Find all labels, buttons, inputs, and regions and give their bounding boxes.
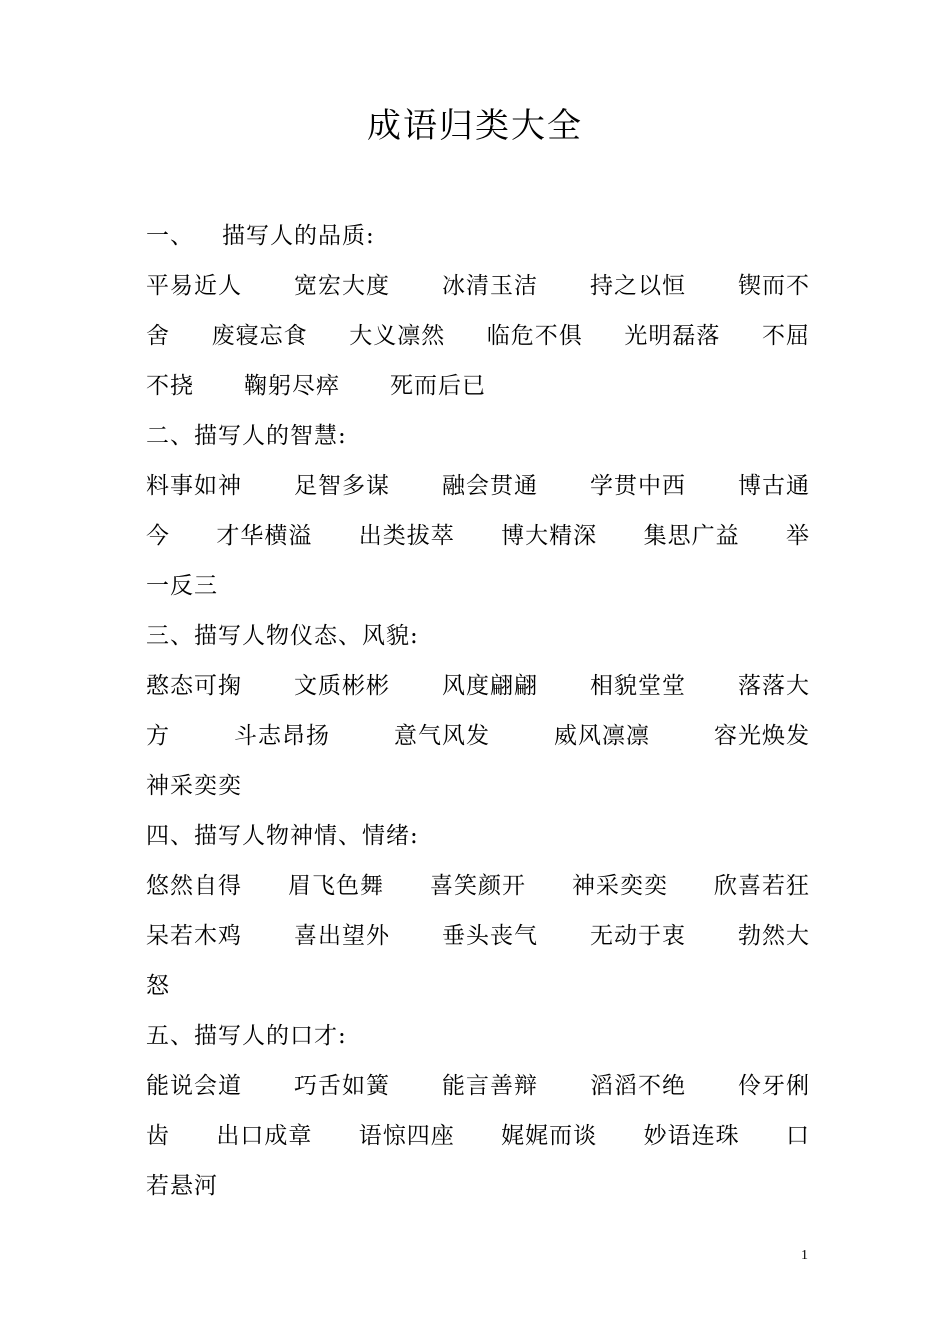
- section-heading: [146, 611, 810, 661]
- idiom: 一反三: [146, 573, 218, 599]
- idiom: 平易近人: [146, 273, 242, 299]
- section-heading-text: 五、描写人的口才:: [146, 1023, 347, 1049]
- idiom: 宽宏大度: [294, 273, 390, 299]
- idiom: 意气风发: [394, 723, 490, 749]
- section-number: 一、: [146, 223, 194, 249]
- idiom: 死而后已: [390, 373, 486, 399]
- idiom: 娓娓而谈: [501, 1123, 598, 1149]
- idiom-line: [146, 1161, 810, 1211]
- idiom: 若悬河: [146, 1173, 218, 1199]
- idiom: 博大精深: [501, 523, 598, 549]
- section-heading-text: 四、描写人物神情、情绪:: [146, 823, 419, 849]
- idiom: 喜笑颜开: [430, 873, 526, 899]
- idiom: 不挠: [146, 373, 194, 399]
- idiom: 怒: [146, 973, 170, 999]
- idiom: 才华横溢: [216, 523, 313, 549]
- idiom: 神采奕奕: [572, 873, 668, 899]
- idiom: 能说会道: [146, 1073, 242, 1099]
- section-heading-text: 二、描写人的智慧:: [146, 423, 347, 449]
- idiom: 光明磊落: [624, 323, 721, 349]
- idiom: 欣喜若狂: [714, 873, 810, 899]
- idiom: 舍: [146, 323, 170, 349]
- idiom-line: [146, 861, 810, 911]
- idiom: 威风凛凛: [554, 723, 650, 749]
- idiom: 无动于衷: [590, 923, 686, 949]
- idiom-line: [146, 361, 810, 411]
- page-title: 成语归类大全: [367, 106, 583, 146]
- idiom: 眉飞色舞: [288, 873, 384, 899]
- idiom: 冰清玉洁: [442, 273, 538, 299]
- idiom: 喜出望外: [294, 923, 390, 949]
- idiom: 不屈: [761, 323, 810, 349]
- idiom-line: [146, 1111, 810, 1161]
- idiom: 滔滔不绝: [590, 1073, 686, 1099]
- idiom: 风度翩翩: [442, 673, 538, 699]
- idiom: 料事如神: [146, 473, 242, 499]
- idiom: 锲而不: [738, 273, 810, 299]
- idiom: 口: [785, 1123, 810, 1149]
- idiom-line: [146, 761, 810, 811]
- idiom: 临危不俱: [486, 323, 583, 349]
- idiom: 方: [146, 723, 170, 749]
- idiom: 悠然自得: [146, 873, 242, 899]
- idiom: 语惊四座: [358, 1123, 455, 1149]
- page-number: 1: [801, 1248, 808, 1263]
- idiom: 持之以恒: [590, 273, 686, 299]
- idiom: 今: [146, 523, 170, 549]
- idiom-line: [146, 711, 810, 761]
- idiom-line: [146, 1061, 810, 1111]
- idiom-line: [146, 461, 810, 511]
- section-heading-text: 描写人的品质:: [222, 223, 375, 249]
- idiom: 呆若木鸡: [146, 923, 242, 949]
- idiom: 出类拔萃: [358, 523, 455, 549]
- idiom: 容光焕发: [714, 723, 810, 749]
- idiom-line: [146, 261, 810, 311]
- idiom: 能言善辩: [442, 1073, 538, 1099]
- idiom: 落落大: [738, 673, 810, 699]
- idiom: 垂头丧气: [442, 923, 538, 949]
- idiom: 鞠躬尽瘁: [244, 373, 340, 399]
- section-heading: [146, 211, 810, 261]
- idiom: 巧舌如簧: [294, 1073, 390, 1099]
- document-body: [146, 211, 810, 1211]
- idiom-line: [146, 561, 810, 611]
- idiom: 大义凛然: [349, 323, 446, 349]
- idiom: 神采奕奕: [146, 773, 242, 799]
- idiom-line: [146, 661, 810, 711]
- section-heading-text: 三、描写人物仪态、风貌:: [146, 623, 419, 649]
- idiom: 举: [785, 523, 810, 549]
- idiom: 集思广益: [643, 523, 740, 549]
- idiom: 废寝忘食: [211, 323, 308, 349]
- idiom: 融会贯通: [442, 473, 538, 499]
- section-heading: [146, 411, 810, 461]
- idiom-line: [146, 311, 810, 361]
- section-heading: [146, 1011, 810, 1061]
- idiom-line: [146, 511, 810, 561]
- section-heading: [146, 811, 810, 861]
- idiom: 足智多谋: [294, 473, 390, 499]
- idiom: 学贯中西: [590, 473, 686, 499]
- idiom: 相貌堂堂: [590, 673, 686, 699]
- idiom: 出口成章: [216, 1123, 313, 1149]
- idiom-line: [146, 961, 810, 1011]
- idiom: 文质彬彬: [294, 673, 390, 699]
- idiom: 齿: [146, 1123, 170, 1149]
- idiom: 斗志昂扬: [234, 723, 330, 749]
- idiom: 妙语连珠: [643, 1123, 740, 1149]
- idiom: 勃然大: [738, 923, 810, 949]
- idiom: 博古通: [738, 473, 810, 499]
- idiom: 伶牙俐: [738, 1073, 810, 1099]
- idiom-line: [146, 911, 810, 961]
- idiom: 憨态可掬: [146, 673, 242, 699]
